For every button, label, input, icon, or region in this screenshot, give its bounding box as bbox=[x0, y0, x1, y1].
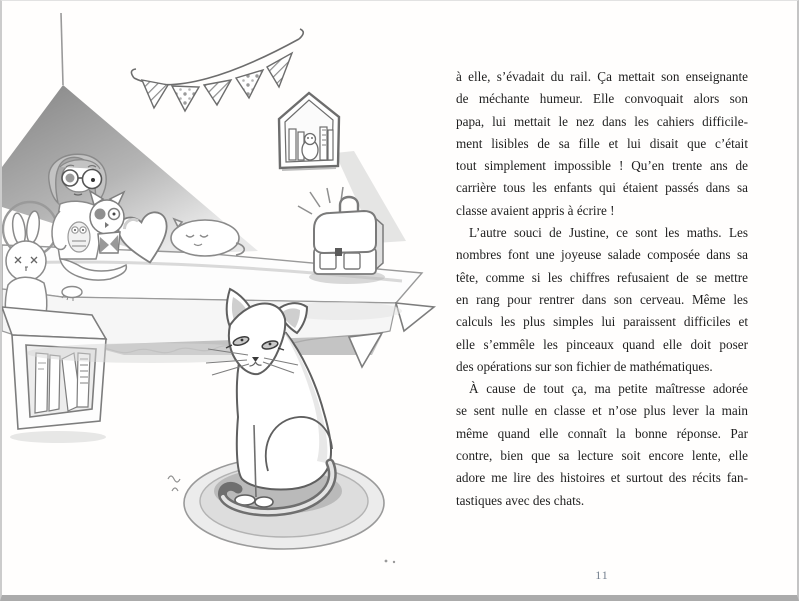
text-line: se sent nulle en classe et n’ose plus lever la main bbox=[456, 403, 748, 419]
text-line: papa, lui mettait le nez dans les cahiers difficile- bbox=[456, 113, 748, 129]
text-line: adore me lire des histoires et surtout des récits fan- bbox=[456, 470, 748, 486]
text-line: L’autre souci de Justine, ce sont les maths. Les bbox=[469, 225, 748, 241]
text-line: même quand elle connaît la bonne réponse. Par bbox=[456, 425, 748, 441]
satchel-buckle bbox=[335, 248, 342, 256]
text-line: de méchante humeur. Elle convoquait alors son bbox=[456, 91, 748, 107]
text-line: tout simplement impossible ! Qu’en trente ans de bbox=[456, 158, 748, 174]
nightstand-bookshelf bbox=[2, 307, 106, 443]
bed-leg bbox=[349, 333, 382, 367]
text-line: nombres font une joyeuse salade composée dans sa bbox=[456, 247, 748, 263]
bird-figurine bbox=[302, 134, 318, 161]
bunting-garland bbox=[131, 29, 303, 111]
text-line: tastiques avec des chats. bbox=[456, 492, 585, 508]
text-line: en rang pour rentrer dans son cerveau. Même les bbox=[456, 291, 748, 307]
text-line: classe avaient appris à écrire ! bbox=[456, 202, 615, 218]
text-line: ment lisibles de sa fille et lui disait que c’était bbox=[456, 135, 748, 151]
foot bbox=[62, 287, 82, 298]
house-shaped-shelf bbox=[279, 93, 339, 170]
page-number: 11 bbox=[595, 568, 609, 582]
bed-foot-tip bbox=[396, 303, 434, 331]
text-line: tête, comme si les chiffres refusaient de se mettre bbox=[456, 269, 748, 285]
text-line: elle s’emmêle les pinceaux quand elle doit poser bbox=[456, 336, 748, 352]
text-line: calculs les plus simples lui paraissent difficiles et bbox=[456, 314, 748, 330]
text-line: À cause de tout ça, ma petite maîtresse adorée bbox=[469, 381, 748, 397]
bedroom-illustration bbox=[2, 1, 447, 595]
text-line: des opérations sur son fichier de mathématiques. bbox=[456, 358, 713, 374]
owl-pajama-print bbox=[68, 222, 90, 252]
emphasis-rays bbox=[298, 187, 343, 214]
cat-paw bbox=[255, 497, 273, 507]
text-line: à elle, s’évadait du rail. Ça mettait son enseignante bbox=[456, 69, 748, 84]
page-text bbox=[456, 66, 748, 512]
satchel-flap bbox=[314, 211, 376, 253]
text-line: contre, bien que sa lecture soit encore lente, elle bbox=[456, 448, 748, 464]
text-line: carrière tous les enfants qui étaient passés dans sa bbox=[456, 180, 748, 196]
